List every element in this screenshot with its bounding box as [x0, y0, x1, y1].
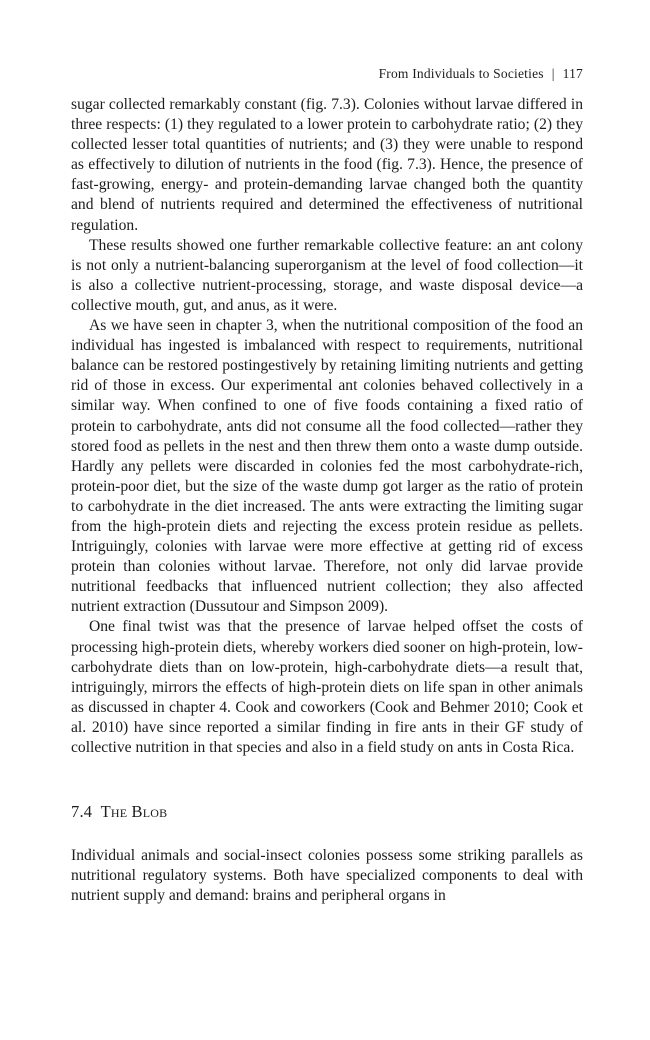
section-title: The Blob	[100, 802, 168, 822]
body-paragraph: These results showed one further remarkable collective feature: an ant colony is not only a nutrient-balancing superorganism at the level of food collection—it is also a collective nutrient-processing, storage, and waste disposal device—a collective mouth, gut, and anus, as it were.	[71, 236, 583, 314]
body-paragraph: As we have seen in chapter 3, when the nutritional composition of the food an individual has ingested is imbalanced with respect to requirements, nutritional balance can be restored postingestively by retaining limiting nutrients and getting rid of those in excess. Our experimental ant colonies behaved collectively in a similar way. When confined to one of five foods containing a fixed ratio of protein to carbohydrate, ants did not consume all the food collected—rather they stored food as pellets in the nest and then threw them onto a waste dump outside. Hardly any pellets were discarded in colonies fed the most carbohydrate-rich, protein-poor diet, but the size of the waste dump got larger as the ratio of protein to carbohydrate in the diet increased. The ants were extracting the limiting sugar from the high-protein diets and rejecting the excess protein residue as pellets. Intriguingly, colonies with larvae were more effective at getting rid of excess protein than colonies without larvae. Therefore, not only did larvae provide nutritional feedbacks that influenced nutrient collection; they also affected nutrient extraction (Dussutour and Simpson 2009).	[71, 317, 583, 616]
section-heading	[71, 802, 583, 846]
page-body	[71, 95, 583, 906]
section-number: 7.4	[71, 802, 93, 822]
body-paragraph: One final twist was that the presence of larvae helped offset the costs of processing high-protein diets, whereby workers died sooner on high-protein, low-carbohydrate diets than on low-protein, high-carbohydrate diets—a result that, intriguingly, mirrors the effects of high-protein diets on life span in other animals as discussed in chapter 4. Cook and coworkers (Cook and Behmer 2010; Cook et al. 2010) have since reported a similar finding in fire ants in their GF study of collective nutrition in that species and also in a field study on ants in Costa Rica.	[71, 618, 583, 756]
header-separator: |	[551, 66, 555, 81]
running-header	[379, 66, 583, 82]
running-title: From Individuals to Societies	[378, 66, 544, 81]
page-number: 117	[562, 66, 583, 81]
body-paragraph: Individual animals and social-insect colonies possess some striking parallels as nutritional regulatory systems. Both have specialized components to deal with nutrient supply and demand: brains and peripheral organs in	[71, 847, 583, 905]
body-paragraph: sugar collected remarkably constant (fig. 7.3). Colonies without larvae differed in three respects: (1) they regulated to a lower protein to carbohydrate ratio; (2) they collected lesser total quantities of nutrients; and (3) they were unable to respond as effectively to dilution of nutrients in the food (fig. 7.3). Hence, the presence of fast-growing, energy- and protein-demanding larvae changed both the quantity and blend of nutrients required and determined the effectiveness of nutritional regulation.	[71, 96, 583, 234]
